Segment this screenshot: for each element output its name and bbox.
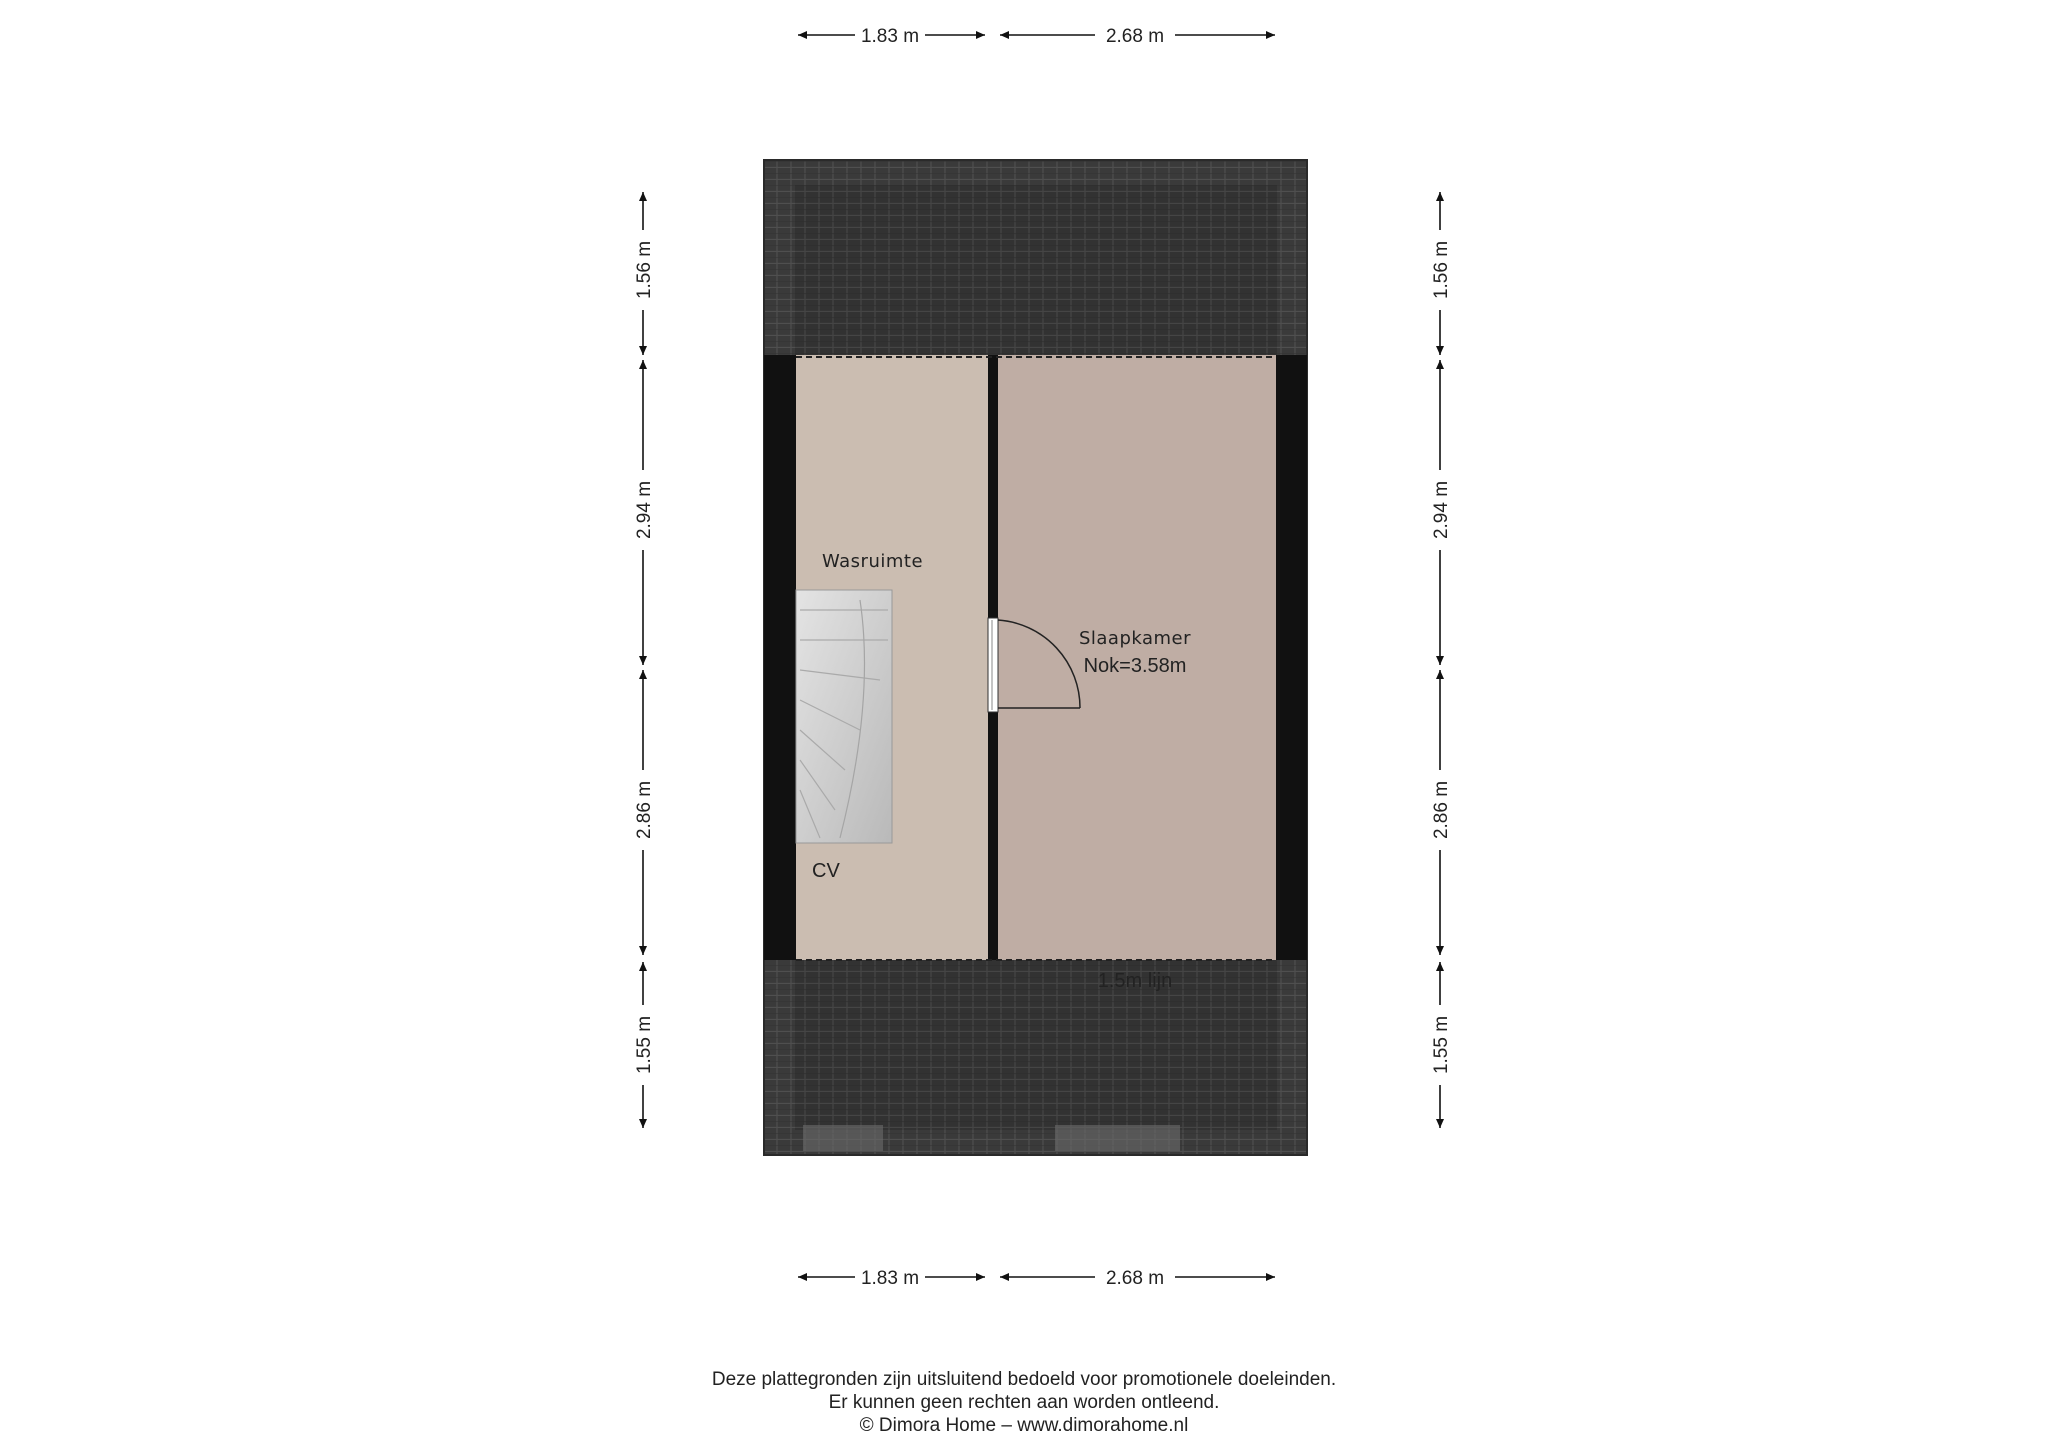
dim-top-2: 2.68 m [1105, 26, 1165, 47]
wall-left [764, 355, 796, 960]
dim-left-3: 2.86 m [634, 780, 655, 840]
disclaimer [0, 1368, 2048, 1437]
label-cv: CV [812, 860, 840, 882]
dimension-left [634, 192, 655, 1128]
dim-right-2: 2.94 m [1431, 480, 1452, 540]
disclaimer-line-1: Deze plattegronden zijn uitsluitend bedoeld voor promotionele doeleinden. [711, 1369, 1337, 1390]
label-nok: Nok=3.58m [1083, 655, 1187, 677]
dim-left-1: 1.56 m [634, 240, 655, 300]
wall-right [1276, 355, 1307, 960]
dim-right-1: 1.56 m [1431, 240, 1452, 300]
dim-bottom-2: 2.68 m [1105, 1268, 1165, 1289]
label-slaapkamer: Slaapkamer [1078, 628, 1192, 649]
label-1-5m-line: 1.5m lijn [1097, 970, 1173, 992]
label-wasruimte: Wasruimte [822, 551, 924, 572]
dimension-right [1431, 192, 1452, 1128]
dimension-top [798, 26, 1275, 47]
dim-top-1: 1.83 m [860, 26, 920, 47]
dim-bottom-1: 1.83 m [860, 1268, 920, 1289]
dim-left-2: 2.94 m [634, 480, 655, 540]
dimension-bottom [798, 1268, 1275, 1289]
dim-right-3: 2.86 m [1431, 780, 1452, 840]
stairs [796, 590, 892, 843]
copyright: © Dimora Home – www.dimorahome.nl [859, 1415, 1189, 1436]
dim-left-4: 1.55 m [634, 1015, 655, 1075]
disclaimer-line-2: Er kunnen geen rechten aan worden ontleend. [828, 1392, 1220, 1413]
dim-right-4: 1.55 m [1431, 1015, 1452, 1075]
